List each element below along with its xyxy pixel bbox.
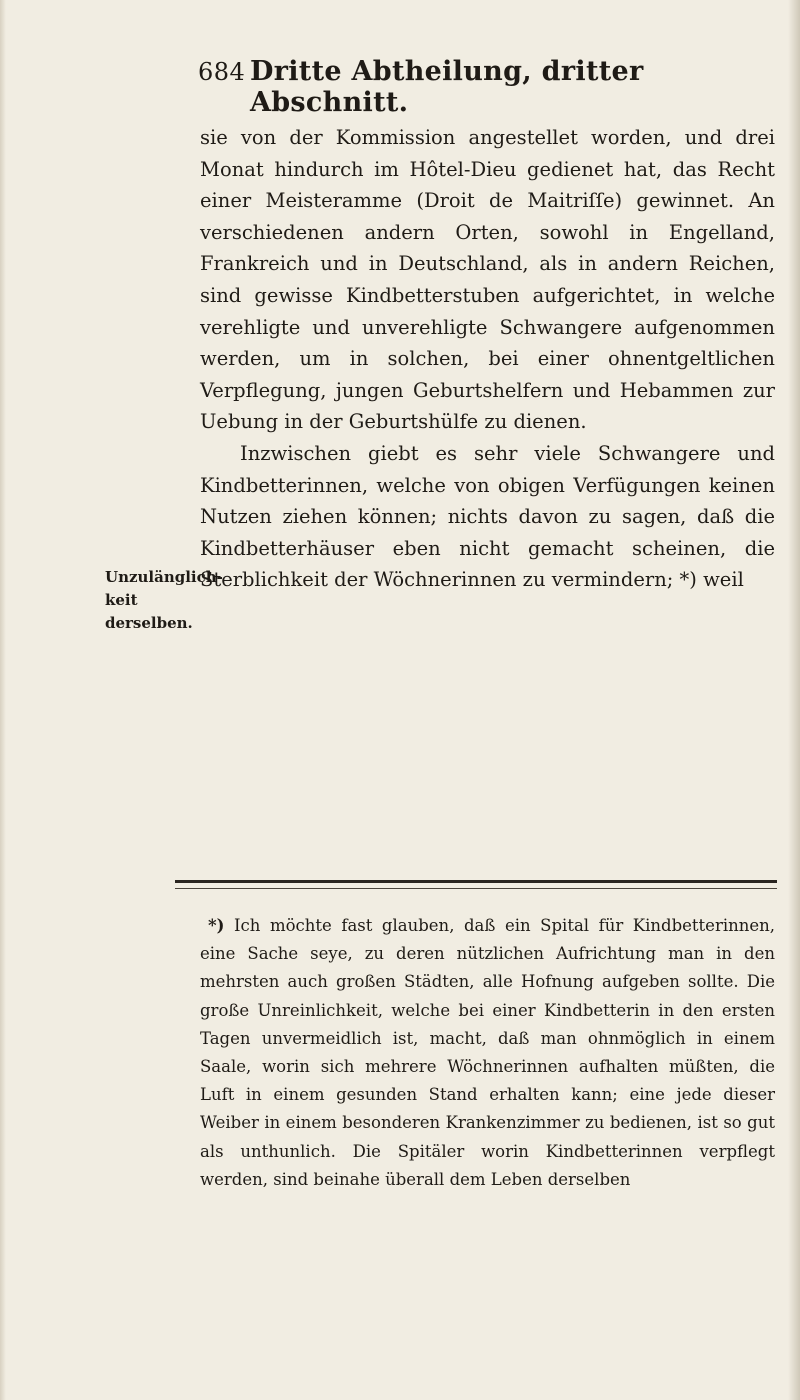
main-text	[200, 122, 775, 596]
footnote-divider-thin	[175, 888, 777, 889]
footnote-divider	[175, 880, 777, 883]
page-number: 684	[198, 58, 246, 86]
running-head: Dritte Abtheilung, dritter Abschnitt.	[250, 56, 644, 118]
paragraph-1: sie von der Kommission angestellet worden, und drei Monat hindurch im Hôtel-Dieu gedienet hat, das Recht einer Meisteramme (Droit de Maitriſſe) gewinnet. An verschiedenen andern Orten, sowohl in Engelland, Frankreich und in Deutschland, als in andern Reichen, sind gewisse Kindbetterstuben aufgerichtet, in welche verehligte und unverehligte Schwangere aufgenommen werden, um in solchen, bei einer ohnentgeltlichen Verpflegung, jungen Geburtshelfern und Hebammen zur Uebung in der Geburtshülfe zu dienen.	[200, 126, 775, 434]
page-edge-shadow	[0, 0, 6, 1400]
footnote	[200, 912, 775, 1194]
margin-note: Unzulänglich-keit derselben.	[105, 568, 223, 632]
page-header	[198, 56, 680, 118]
gutter-shadow	[788, 0, 800, 1400]
paragraph-2: Inzwischen giebt es sehr viele Schwangere und Kindbetterinnen, welche von obigen Verfügungen keinen Nutzen ziehen können; nichts davon zu sagen, daß die Kindbetterhäuser eben nicht gemacht scheinen, die Sterblichkeit der Wöchnerinnen zu vermindern; *) weil	[200, 441, 775, 592]
footnote-text: Ich möchte fast glauben, daß ein Spital für Kindbetterinnen, eine Sache seye, zu deren nützlichen Aufrichtung man in den mehrsten auch großen Städten, alle Hofnung aufgeben sollte. Die große Unreinlichkeit, welche bei einer Kindbetterin in den ersten Tagen unvermeidlich ist, macht, daß man ohnmöglich in einem Saale, worin sich mehrere Wöchnerinnen aufhalten müßten, die Luft in einem gesunden Stand erhalten kann; eine jede dieser Weiber in einem besonderen Krankenzimmer zu bedienen, ist so gut als unthunlich. Die Spitäler worin Kindbetterinnen verpflegt werden, sind beinahe überall dem Leben derselben	[200, 916, 776, 1189]
footnote-marker: *)	[208, 916, 225, 935]
